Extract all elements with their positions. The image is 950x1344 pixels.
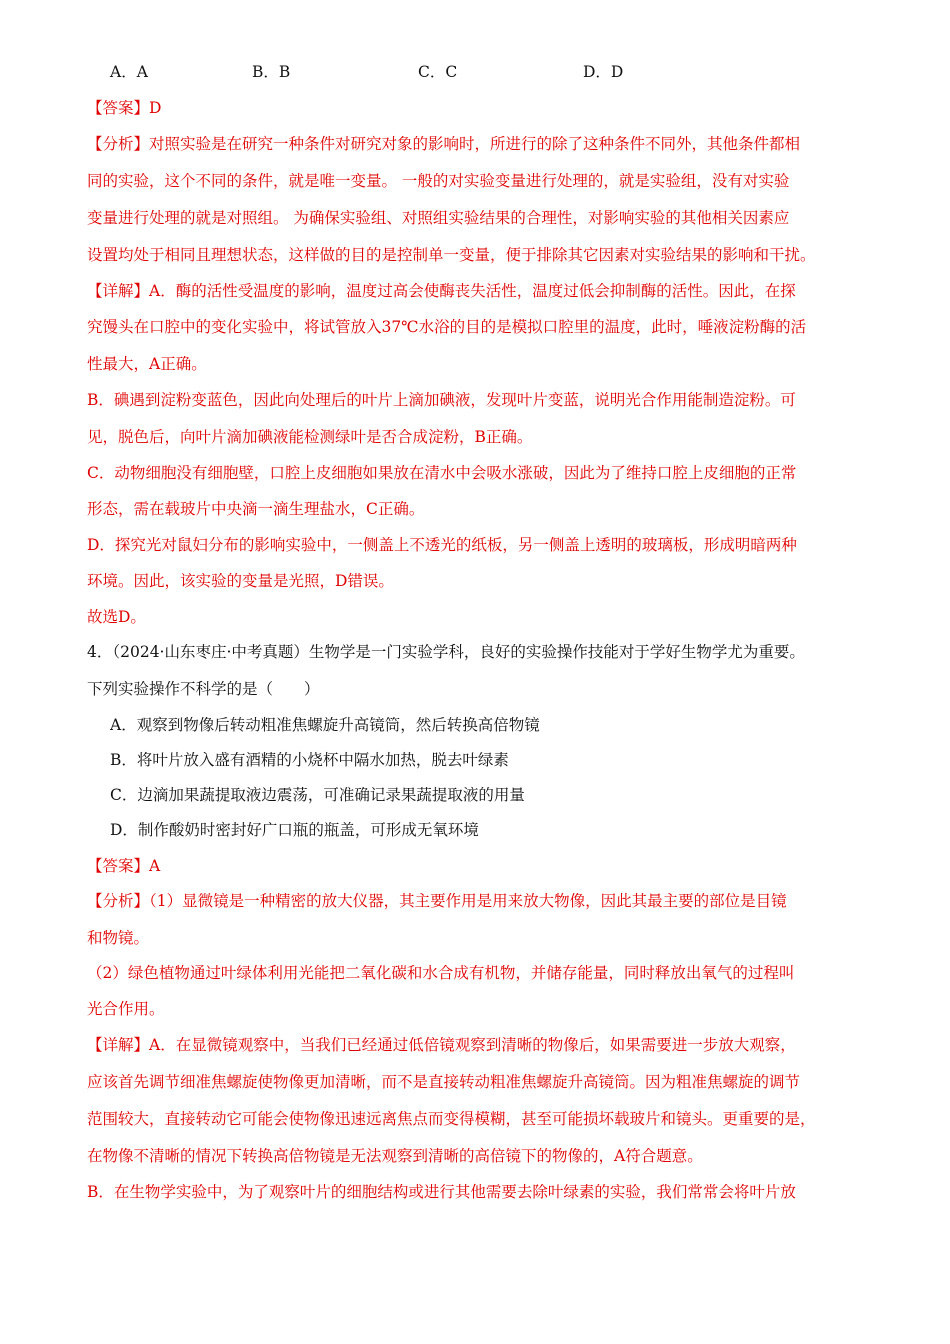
option-c: C．C — [418, 63, 458, 81]
q3-analysis-line: 同的实验，这个不同的条件，就是唯一变量。 一般的对实验变量进行处理的，就是实验组，没有对实验 — [87, 172, 790, 190]
q3-detail-line: 性最大，A正确。 — [87, 355, 207, 373]
q3-analysis-line: 设置均处于相同且理想状态，这样做的目的是控制单一变量，便于排除其它因素对实验结果的影响和干扰。 — [87, 246, 816, 264]
option-b: B．B — [252, 63, 291, 81]
q4-detail-line: 在物像不清晰的情况下转换高倍物镜是无法观察到清晰的高倍镜下的物像的，A符合题意。 — [87, 1147, 703, 1165]
q3-detail-line: 环境。因此，该实验的变量是光照，D错误。 — [87, 572, 394, 590]
q4-answer: 【答案】A — [87, 857, 161, 875]
q4-option-d: D．制作酸奶时密封好广口瓶的瓶盖，可形成无氧环境 — [110, 821, 479, 839]
q3-analysis-line: 【分析】对照实验是在研究一种条件对研究对象的影响时，所进行的除了这种条件不同外，其他条件都相 — [87, 135, 801, 153]
q4-analysis-line: 和物镜。 — [87, 929, 150, 947]
q4-option-b: B．将叶片放入盛有酒精的小烧杯中隔水加热，脱去叶绿素 — [110, 751, 509, 769]
q4-detail-line: B．在生物学实验中，为了观察叶片的细胞结构或进行其他需要去除叶绿素的实验，我们常常会将叶片放 — [87, 1183, 796, 1201]
option-d: D．D — [583, 63, 624, 81]
q4-detail-line: 应该首先调节细准焦螺旋使物像更加清晰，而不是直接转动粗准焦螺旋升高镜筒。因为粗准焦螺旋的调节 — [87, 1073, 801, 1091]
q4-analysis-line: 光合作用。 — [87, 1000, 165, 1018]
q4-option-a: A．观察到物像后转动粗准焦螺旋升高镜筒，然后转换高倍物镜 — [110, 716, 540, 734]
q4-analysis-line: （2）绿色植物通过叶绿体利用光能把二氧化碳和水合成有机物，并储存能量，同时释放出氧气的过程叫 — [87, 964, 795, 982]
q3-detail-line: D．探究光对鼠妇分布的影响实验中，一侧盖上不透光的纸板，另一侧盖上透明的玻璃板，形成明暗两种 — [87, 536, 797, 554]
q3-conclusion: 故选D。 — [87, 608, 146, 626]
q3-answer: 【答案】D — [87, 99, 162, 117]
q4-option-c: C．边滴加果蔬提取液边震荡，可准确记录果蔬提取液的用量 — [110, 786, 525, 804]
q3-detail-line: C．动物细胞没有细胞壁，口腔上皮细胞如果放在清水中会吸水涨破，因此为了维持口腔上皮细胞的正常 — [87, 464, 797, 482]
q4-detail-line: 【详解】A．在显微镜观察中，当我们已经通过低倍镜观察到清晰的物像后，如果需要进一步放大观察， — [87, 1036, 796, 1054]
q4-analysis-line: 【分析】（1）显微镜是一种精密的放大仪器，其主要作用是用来放大物像，因此其最主要的部位是目镜 — [87, 892, 787, 910]
q4-stem-line: 4．（2024·山东枣庄·中考真题）生物学是一门实验学科，良好的实验操作技能对于学好生物学尤为重要。 — [87, 643, 805, 661]
q3-detail-line: 形态，需在载玻片中央滴一滴生理盐水，C正确。 — [87, 500, 425, 518]
q4-stem-line: 下列实验操作不科学的是（ ） — [87, 680, 320, 698]
q3-detail-line: 【详解】A．酶的活性受温度的影响，温度过高会使酶丧失活性，温度过低会抑制酶的活性。因此，在探 — [87, 282, 796, 300]
q3-analysis-line: 变量进行处理的就是对照组。 为确保实验组、对照组实验结果的合理性，对影响实验的其他相关因素应 — [87, 209, 790, 227]
option-a: A．A — [110, 63, 148, 81]
q3-detail-line: 见，脱色后，向叶片滴加碘液能检测绿叶是否合成淀粉，B正确。 — [87, 428, 533, 446]
q4-detail-line: 范围较大，直接转动它可能会使物像迅速远离焦点而变得模糊，甚至可能损坏载玻片和镜头。更重要的是， — [87, 1110, 816, 1128]
q3-detail-line: 究馒头在口腔中的变化实验中，将试管放入37℃水浴的目的是模拟口腔里的温度，此时，唾液淀粉酶的活 — [87, 318, 807, 336]
q3-detail-line: B．碘遇到淀粉变蓝色，因此向处理后的叶片上滴加碘液，发现叶片变蓝，说明光合作用能制造淀粉。可 — [87, 391, 796, 409]
